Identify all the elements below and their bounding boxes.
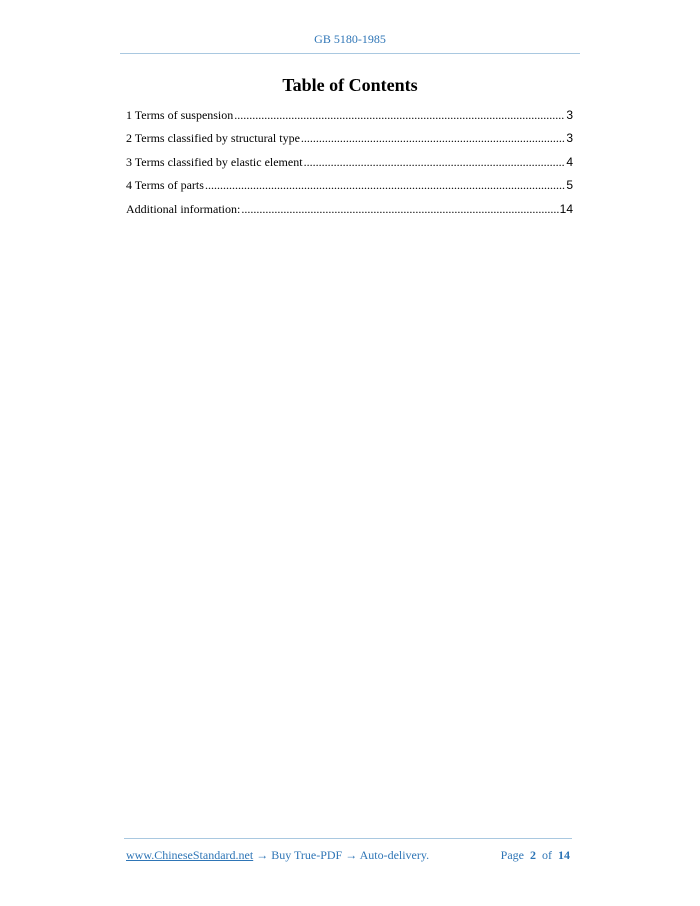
page-total: 14	[558, 848, 570, 862]
toc-dot-leader	[241, 202, 558, 217]
toc-dot-leader	[301, 131, 565, 146]
toc-list	[126, 108, 573, 225]
footer-tagline: → Buy True-PDF → Auto-delivery.	[253, 848, 430, 862]
toc-entry[interactable]	[126, 108, 573, 131]
footer-left	[126, 848, 429, 863]
toc-title: Table of Contents	[282, 75, 418, 95]
toc-entry-page: 4	[566, 154, 573, 169]
toc-dot-leader	[234, 108, 565, 123]
toc-entry-page: 3	[566, 108, 573, 122]
footer-site-link[interactable]: www.ChineseStandard.net	[126, 848, 254, 862]
footer-divider	[124, 838, 572, 839]
toc-entry[interactable]	[126, 155, 573, 178]
footer-page-number	[501, 848, 570, 863]
toc-entry[interactable]	[126, 131, 573, 154]
toc-entry[interactable]	[126, 202, 573, 225]
page-current: 2	[530, 848, 536, 862]
toc-entry-page: 3	[566, 131, 573, 146]
header-divider	[120, 53, 580, 54]
toc-entry[interactable]	[126, 178, 573, 201]
toc-dot-leader	[304, 155, 566, 170]
toc-entry-page: 14	[559, 201, 573, 216]
page-of: of	[542, 848, 552, 862]
page-prefix: Page	[500, 848, 524, 862]
toc-entry-page: 5	[566, 178, 573, 193]
toc-entry-label: Additional information:	[126, 201, 241, 216]
page-footer	[126, 848, 570, 863]
running-header: GB 5180-1985	[314, 32, 386, 46]
toc-dot-leader	[205, 178, 565, 193]
toc-entry-label: 4 Terms of parts	[126, 178, 204, 193]
toc-entry-label: 3 Terms classified by elastic element	[126, 154, 303, 169]
toc-entry-label: 1 Terms of suspension	[126, 108, 234, 122]
toc-entry-label: 2 Terms classified by structural type	[126, 131, 300, 146]
